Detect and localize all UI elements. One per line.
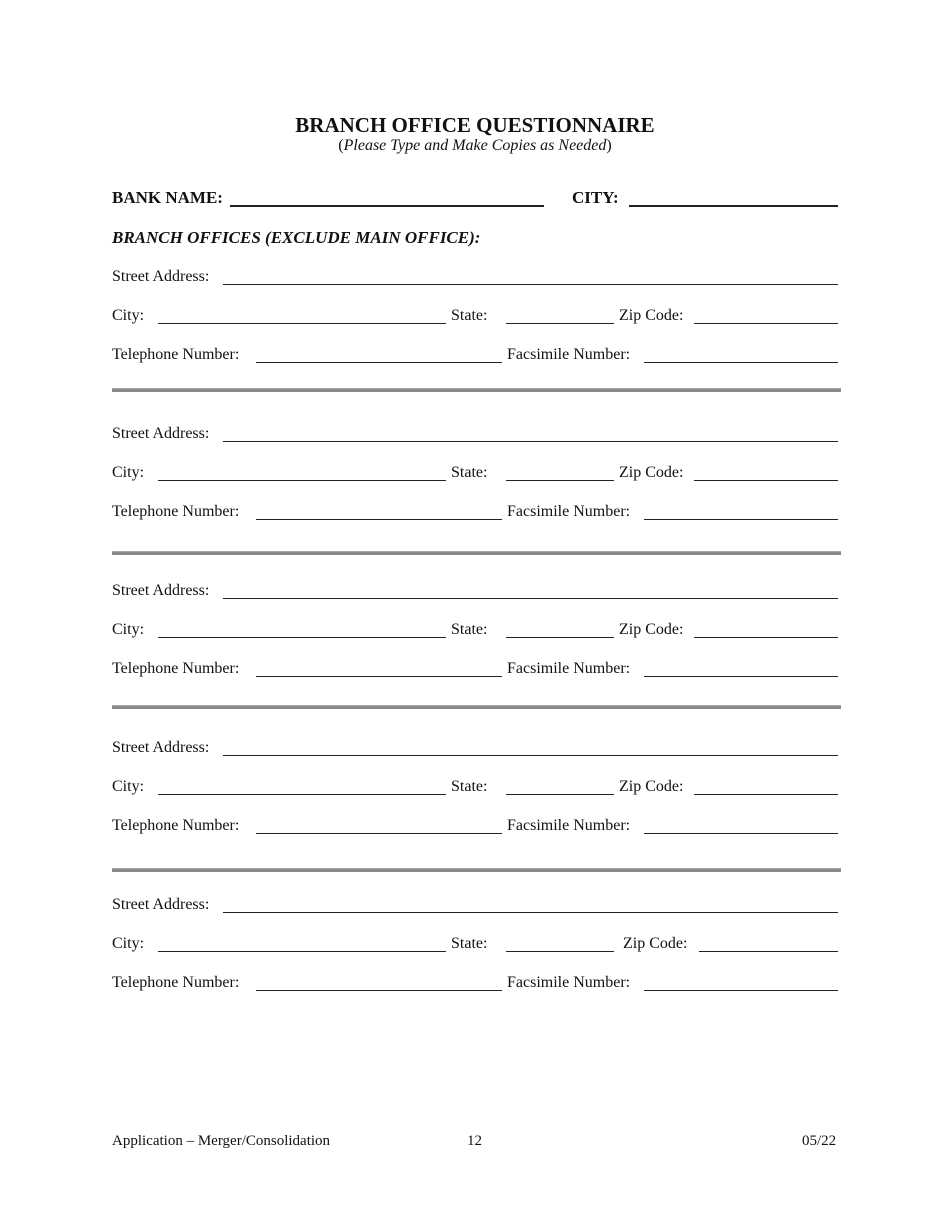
bank-city-label: CITY: bbox=[572, 188, 619, 207]
state-field[interactable] bbox=[506, 951, 614, 952]
telephone-number-label: Telephone Number: bbox=[112, 503, 240, 520]
city-field[interactable] bbox=[158, 794, 446, 795]
city-label: City: bbox=[112, 464, 145, 481]
street-address-label: Street Address: bbox=[112, 582, 210, 599]
bank-name-field[interactable] bbox=[230, 205, 544, 207]
facsimile-number-label: Facsimile Number: bbox=[507, 503, 631, 520]
street-address-label: Street Address: bbox=[112, 739, 210, 756]
state-field[interactable] bbox=[506, 480, 614, 481]
city-field[interactable] bbox=[158, 323, 446, 324]
facsimile-number-field[interactable] bbox=[644, 990, 838, 991]
zip-code-label: Zip Code: bbox=[619, 307, 684, 324]
street-address-field[interactable] bbox=[223, 441, 838, 442]
facsimile-number-label: Facsimile Number: bbox=[507, 817, 631, 834]
state-field[interactable] bbox=[506, 794, 614, 795]
telephone-number-label: Telephone Number: bbox=[112, 817, 240, 834]
street-address-label: Street Address: bbox=[112, 425, 210, 442]
zip-code-label: Zip Code: bbox=[623, 935, 688, 952]
city-label: City: bbox=[112, 621, 145, 638]
telephone-number-field[interactable] bbox=[256, 519, 502, 520]
zip-code-label: Zip Code: bbox=[619, 464, 684, 481]
telephone-number-field[interactable] bbox=[256, 362, 502, 363]
section-separator bbox=[112, 868, 841, 872]
footer-revision-date: 05/22 bbox=[802, 1133, 837, 1149]
telephone-number-label: Telephone Number: bbox=[112, 974, 240, 991]
subtitle-instruction: Please Type and Make Copies as Needed bbox=[343, 137, 607, 154]
zip-code-field[interactable] bbox=[694, 794, 838, 795]
zip-code-field[interactable] bbox=[694, 480, 838, 481]
zip-code-label: Zip Code: bbox=[619, 778, 684, 795]
street-address-field[interactable] bbox=[223, 912, 838, 913]
telephone-number-field[interactable] bbox=[256, 833, 502, 834]
state-label: State: bbox=[451, 621, 488, 638]
city-label: City: bbox=[112, 307, 145, 324]
facsimile-number-label: Facsimile Number: bbox=[507, 346, 631, 363]
footer-page-number: 12 bbox=[467, 1133, 482, 1149]
state-field[interactable] bbox=[506, 637, 614, 638]
street-address-label: Street Address: bbox=[112, 268, 210, 285]
bank-name-label: BANK NAME: bbox=[112, 188, 223, 207]
state-label: State: bbox=[451, 307, 488, 324]
city-field[interactable] bbox=[158, 637, 446, 638]
state-label: State: bbox=[451, 935, 488, 952]
telephone-number-field[interactable] bbox=[256, 676, 502, 677]
street-address-field[interactable] bbox=[223, 598, 838, 599]
facsimile-number-label: Facsimile Number: bbox=[507, 974, 631, 991]
street-address-field[interactable] bbox=[223, 284, 838, 285]
zip-code-field[interactable] bbox=[694, 637, 838, 638]
telephone-number-label: Telephone Number: bbox=[112, 346, 240, 363]
section-heading: BRANCH OFFICES (EXCLUDE MAIN OFFICE): bbox=[112, 228, 481, 247]
city-field[interactable] bbox=[158, 480, 446, 481]
page-title: BRANCH OFFICE QUESTIONNAIRE bbox=[295, 113, 655, 137]
facsimile-number-field[interactable] bbox=[644, 519, 838, 520]
footer-document-name: Application – Merger/Consolidation bbox=[112, 1133, 331, 1149]
zip-code-field[interactable] bbox=[694, 323, 838, 324]
page-subtitle: (Please Type and Make Copies as Needed) bbox=[338, 137, 612, 154]
state-label: State: bbox=[451, 778, 488, 795]
section-separator bbox=[112, 388, 841, 392]
facsimile-number-field[interactable] bbox=[644, 676, 838, 677]
state-label: State: bbox=[451, 464, 488, 481]
city-field[interactable] bbox=[158, 951, 446, 952]
street-address-field[interactable] bbox=[223, 755, 838, 756]
telephone-number-label: Telephone Number: bbox=[112, 660, 240, 677]
facsimile-number-label: Facsimile Number: bbox=[507, 660, 631, 677]
facsimile-number-field[interactable] bbox=[644, 362, 838, 363]
bank-city-field[interactable] bbox=[629, 205, 838, 207]
facsimile-number-field[interactable] bbox=[644, 833, 838, 834]
street-address-label: Street Address: bbox=[112, 896, 210, 913]
section-separator bbox=[112, 551, 841, 555]
zip-code-label: Zip Code: bbox=[619, 621, 684, 638]
state-field[interactable] bbox=[506, 323, 614, 324]
city-label: City: bbox=[112, 778, 145, 795]
telephone-number-field[interactable] bbox=[256, 990, 502, 991]
city-label: City: bbox=[112, 935, 145, 952]
section-separator bbox=[112, 705, 841, 709]
zip-code-field[interactable] bbox=[699, 951, 838, 952]
